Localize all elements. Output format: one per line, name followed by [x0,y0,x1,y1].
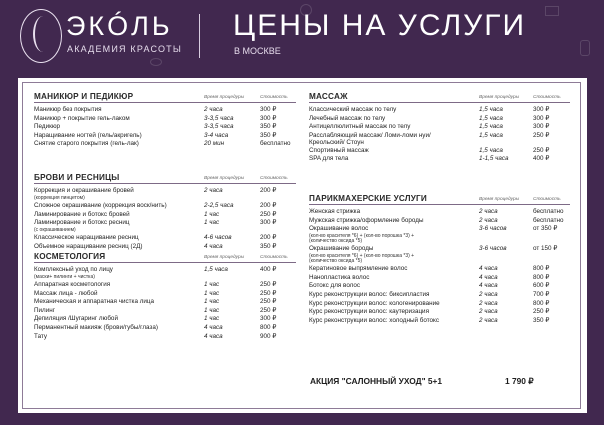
promo-price: 1 790 ₽ [505,376,534,386]
service-price: 250 ₽ [260,306,277,314]
service-note-cont: (количество оксида *5) [309,258,363,265]
service-name: Расслабляющий массаж/ Ломи-ломи нуи/ [309,131,431,139]
service-name: Перманентный макияж (брови/губы/глаза) [34,323,158,331]
service-time: 1 час [204,210,220,218]
service-name: Комплексный уход по лицу [34,266,113,273]
price-row [34,324,296,333]
service-time: 1 час [204,298,220,306]
col-header-time: Время процедуры [204,95,245,100]
service-price: 250 ₽ [260,289,277,297]
service-price: 300 ₽ [260,219,277,227]
price-row [309,123,570,132]
service-price: бесплатно [533,216,564,224]
service-time: 20 мин [204,140,225,148]
service-name: Коррекция и окрашивание бровей [34,187,134,194]
service-name: Депиляция /Шугаринг любой [34,315,118,323]
decor-rect-icon [545,6,559,16]
service-price: 300 ₽ [260,114,277,122]
service-price: 350 ₽ [260,242,277,250]
brand-subtitle: АКАДЕМИЯ КРАСОТЫ [67,44,183,54]
service-note: (кол-во красителя *6) + (кол-во порошка *3) + [309,232,415,239]
price-row [34,132,296,141]
price-row [34,211,296,220]
header-divider [199,14,200,58]
service-time: 3-6 часов [479,225,507,233]
service-time: 4 часа [479,265,498,273]
service-name: Педикюр [34,123,61,131]
service-name: Тату [34,332,48,340]
service-name: Массаж лица - любой [34,289,98,297]
price-row [34,187,296,202]
service-name: Маникюр без покрытия [34,106,102,113]
service-price: 250 ₽ [260,281,277,288]
service-name: Нанопластика волос [309,273,370,281]
service-price: 200 ₽ [260,187,277,194]
service-price: 900 ₽ [260,332,277,340]
service-time: 4 часа [204,323,223,331]
header [0,0,604,78]
service-time: 1,5 часа [479,146,503,154]
service-name: Ботокс для волос [309,282,361,290]
service-price: 250 ₽ [260,210,277,218]
service-price: 300 ₽ [260,315,277,323]
service-note: (маски+ пилинги + чистка) [34,273,95,280]
price-row [34,266,296,281]
service-time: 1-1,5 часа [479,155,509,163]
service-note: (кол-во красителя *6) + (кол-во порошка *3) + [309,252,415,259]
service-price: 250 ₽ [533,146,550,154]
price-row [34,298,296,307]
service-price: 250 ₽ [533,131,550,139]
service-name: Кератиновое выпрямление волос [309,265,408,273]
service-time: 1,5 часа [479,131,503,139]
service-time: 4 часа [479,282,498,290]
service-time: 3-3,5 часа [204,114,234,122]
service-price: 800 ₽ [533,265,550,273]
col-header-price: Стоимость [260,255,288,260]
service-price: 800 ₽ [533,273,550,281]
service-time: 1 час [204,315,220,323]
service-time: 1 час [204,306,220,314]
section-title: БРОВИ И РЕСНИЦЫ [34,173,120,182]
price-row [34,333,296,342]
service-name: Окрашивание бороды [309,245,374,253]
price-row [309,265,570,274]
service-price: 400 ₽ [260,266,277,273]
price-row [309,147,570,156]
price-row [34,202,296,211]
service-name: Маникюр + покрытие гель-лаком [34,114,130,122]
section-title: МАНИКЮР И ПЕДИКЮР [34,92,134,101]
service-price: 350 ₽ [260,131,277,139]
service-price: 700 ₽ [533,290,550,298]
service-time: 1,5 часа [479,123,503,131]
service-name: Сложное окрашивание (коррекция воск/нить) [34,202,167,209]
price-row [309,317,570,326]
price-row [34,106,296,115]
service-price: от 150 ₽ [533,245,558,253]
service-price: 300 ₽ [260,106,277,113]
section [34,172,296,251]
service-note-cont: (количество оксида *5) [309,238,363,245]
service-time: 2 часа [479,290,498,298]
col-header-time: Время процедуры [479,197,520,202]
price-row [34,315,296,324]
service-price: 600 ₽ [533,282,550,290]
price-row [309,291,570,300]
service-time: 1,5 часа [479,106,503,113]
service-name: Курс реконструкции волос: каутеризация [309,308,429,316]
price-row [34,281,296,290]
price-row [309,208,570,217]
section [34,91,296,149]
service-name-cont: Креольский/ Стоун [309,138,364,146]
decor-oval-icon [150,58,162,66]
decor-bottle-icon [580,40,590,56]
service-name: Снятие старого покрытия (гель-лак) [34,140,139,148]
price-row [309,217,570,226]
section-header [34,251,296,263]
section-header [309,193,570,205]
price-row [34,140,296,149]
service-price: 400 ₽ [533,155,550,163]
section-header [34,91,296,103]
service-note: (коррекция пинцетом) [34,194,85,201]
section-title: МАССАЖ [309,92,348,101]
service-name: Аппаратная косметология [34,281,111,288]
page-subtitle: В МОСКВЕ [234,46,281,56]
service-name: Антицеллюлитный массаж по телу [309,123,411,131]
service-name: Курс реконструкции волос: биксипластия [309,290,430,298]
service-time: 4 часа [204,242,223,250]
service-time: 4 часа [204,332,223,340]
logo-profile-icon [33,16,53,52]
price-row [309,115,570,124]
price-row [34,115,296,124]
section-title: КОСМЕТОЛОГИЯ [34,252,106,261]
promo-label: АКЦИЯ "САЛОННЫЙ УХОД" 5+1 [310,376,443,386]
price-row [309,245,570,265]
service-price: бесплатно [533,208,564,215]
service-name: Мужская стрижка/оформление бороды [309,216,424,224]
service-name: Курс реконструкции волос: кологенирование [309,299,440,307]
service-time: 2 часа [479,316,498,324]
service-name: Наращивание ногтей (гель/акригель) [34,131,142,139]
section-header [309,91,570,103]
service-note: (с окрашиванием) [34,226,76,233]
service-price: 250 ₽ [260,298,277,306]
service-time: 2 часа [204,106,223,113]
service-price: бесплатно [260,140,291,148]
col-header-time: Время процедуры [204,176,245,181]
price-row [309,300,570,309]
service-time: 2 часа [204,187,223,194]
service-price: 350 ₽ [260,123,277,131]
price-row [34,219,296,234]
service-price: от 350 ₽ [533,225,558,233]
price-row [309,308,570,317]
col-header-price: Стоимость [533,95,561,100]
service-time: 1,5 часа [479,114,503,122]
service-price: 800 ₽ [260,323,277,331]
page-title: ЦЕНЫ НА УСЛУГИ [233,9,527,42]
service-name: Ламинирование и ботокс бровей [34,210,130,218]
service-time: 2 часа [479,308,498,316]
service-time: 2 часа [479,299,498,307]
price-row [309,106,570,115]
service-name: Пилинг [34,306,56,314]
service-name: Механическая и аппаратная чистка лица [34,298,154,306]
service-name: Объемное наращивание ресниц (2Д) [34,242,143,250]
service-name: Ламинирование и ботокс ресниц [34,219,130,227]
service-time: 3-6 часов [479,245,507,253]
service-price: 200 ₽ [260,202,277,209]
service-time: 1,5 часа [204,266,228,273]
service-name: Лечебный массаж по телу [309,114,386,122]
service-price: 300 ₽ [533,123,550,131]
price-row [309,282,570,291]
service-time: 1 час [204,289,220,297]
section [309,91,570,164]
service-name: Курс реконструкции волос: холодный ботокс [309,316,439,324]
price-row [34,290,296,299]
service-time: 4 часа [479,273,498,281]
col-header-time: Время процедуры [204,255,245,260]
price-row [309,274,570,283]
service-name: Спортивный массаж [309,146,369,154]
service-time: 2 часа [479,216,498,224]
section [34,251,296,341]
service-name: Классический массаж по телу [309,106,397,113]
price-row [309,155,570,164]
price-row [309,132,570,147]
service-time: 2 часа [479,208,498,215]
col-header-price: Стоимость [260,176,288,181]
service-time: 1 час [204,219,220,227]
service-price: 200 ₽ [260,234,277,242]
col-header-price: Стоимость [533,197,561,202]
service-time: 3-4 часа [204,131,229,139]
service-name: SPA для тела [309,155,349,163]
service-price: 300 ₽ [533,106,550,113]
service-name: Женская стрижка [309,208,361,215]
section-header [34,172,296,184]
col-header-price: Стоимость [260,95,288,100]
section-title: ПАРИКМАХЕРСКИЕ УСЛУГИ [309,194,427,203]
service-price: 300 ₽ [533,114,550,122]
service-price: 800 ₽ [533,299,550,307]
service-time: 4-6 часов [204,234,232,242]
service-name: Окрашивание волос [309,225,369,233]
service-name: Классическое наращивание ресниц [34,234,139,242]
service-price: 350 ₽ [533,316,550,324]
brand-name: ЭКÓЛЬ [66,11,173,41]
section [309,193,570,325]
col-header-time: Время процедуры [479,95,520,100]
price-row [309,225,570,245]
service-time: 2-2,5 часа [204,202,234,209]
price-row [34,234,296,243]
service-time: 3-3,5 часа [204,123,234,131]
service-time: 1 час [204,281,220,288]
price-row [34,123,296,132]
service-price: 250 ₽ [533,308,550,316]
